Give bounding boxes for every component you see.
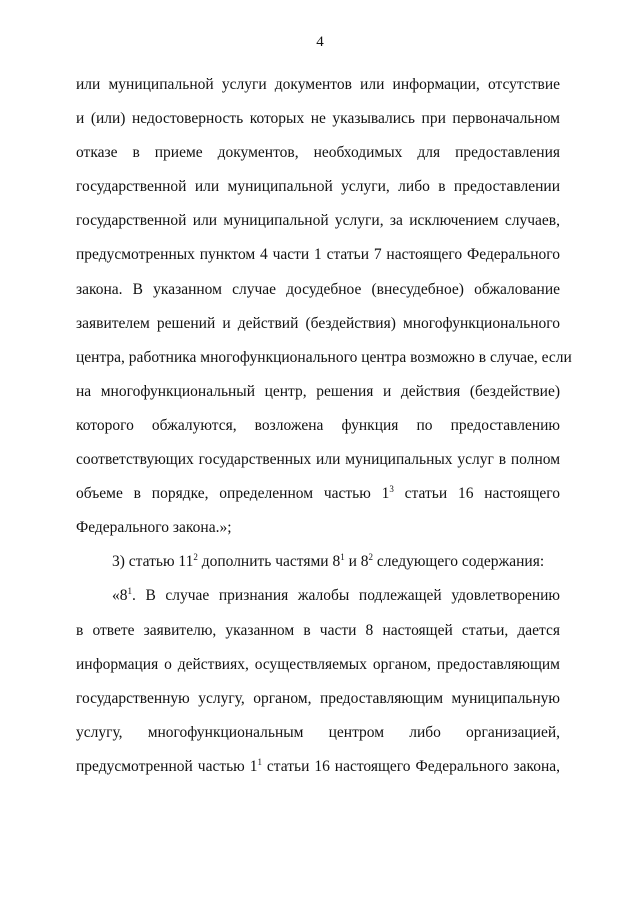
text-fragment: предусмотренной частью 1 (76, 757, 258, 775)
text-line: и (или) недостоверность которых не указывались при первоначальном (76, 110, 560, 128)
text-line: услугу, многофункциональным центром либо организацией, (76, 723, 560, 741)
superscript: 2 (193, 552, 198, 563)
text-line: государственной или муниципальной услуги, либо в предоставлении (76, 178, 560, 196)
page-number: 4 (316, 34, 324, 50)
text-fragment: «8 (112, 587, 128, 605)
text-line-with-superscript (76, 750, 560, 784)
text-line-with-superscript (76, 477, 560, 511)
text-line: Федерального закона.»; (76, 519, 232, 537)
text-fragment: объеме в порядке, определенном частью 1 (76, 485, 390, 503)
text-fragment: и 8 (344, 553, 369, 571)
text-line: на многофункциональный центр, решения и действия (бездействие) (76, 382, 560, 400)
text-line: соответствующих государственных или муниципальных услуг в полном (76, 451, 560, 469)
document-body (76, 68, 572, 784)
text-fragment: статьи 16 настоящего Федерального закона, (261, 757, 560, 775)
superscript: 3 (389, 483, 394, 494)
text-fragment: статьи 16 настоящего (393, 485, 560, 503)
amendment-item (76, 545, 560, 579)
superscript: 1 (257, 756, 262, 767)
text-line: государственной или муниципальной услуги, за исключением случаев, (76, 212, 560, 230)
superscript: 1 (127, 586, 132, 597)
text-fragment: следующего содержания: (373, 553, 545, 571)
text-line: в ответе заявителю, указанном в части 8 настоящей статьи, дается (76, 621, 560, 639)
text-line: центра, работника многофункционального центра возможно в случае, если (76, 348, 572, 366)
text-fragment: 3) статью 11 (112, 553, 194, 571)
text-fragment: . В случае признания жалобы подлежащей удовлетворению (132, 587, 560, 605)
text-line: закона. В указанном случае досудебное (внесудебное) обжалование (76, 280, 560, 298)
superscript: 1 (340, 552, 345, 563)
text-line: информация о действиях, осуществляемых органом, предоставляющим (76, 655, 560, 673)
superscript: 2 (368, 552, 374, 563)
text-line: заявителем решений и действий (бездействия) многофункционального (76, 314, 560, 332)
text-fragment: дополнить частями 8 (197, 553, 341, 571)
text-line: государственную услугу, органом, предоставляющим муниципальную (76, 689, 560, 707)
quoted-paragraph-start (76, 579, 560, 613)
text-line: которого обжалуются, возложена функция по предоставлению (76, 416, 560, 434)
text-line: предусмотренных пунктом 4 части 1 статьи 7 настоящего Федерального (76, 246, 560, 264)
text-line: или муниципальной услуги документов или информации, отсутствие (76, 76, 560, 93)
text-line: отказе в приеме документов, необходимых для предоставления (76, 144, 560, 162)
